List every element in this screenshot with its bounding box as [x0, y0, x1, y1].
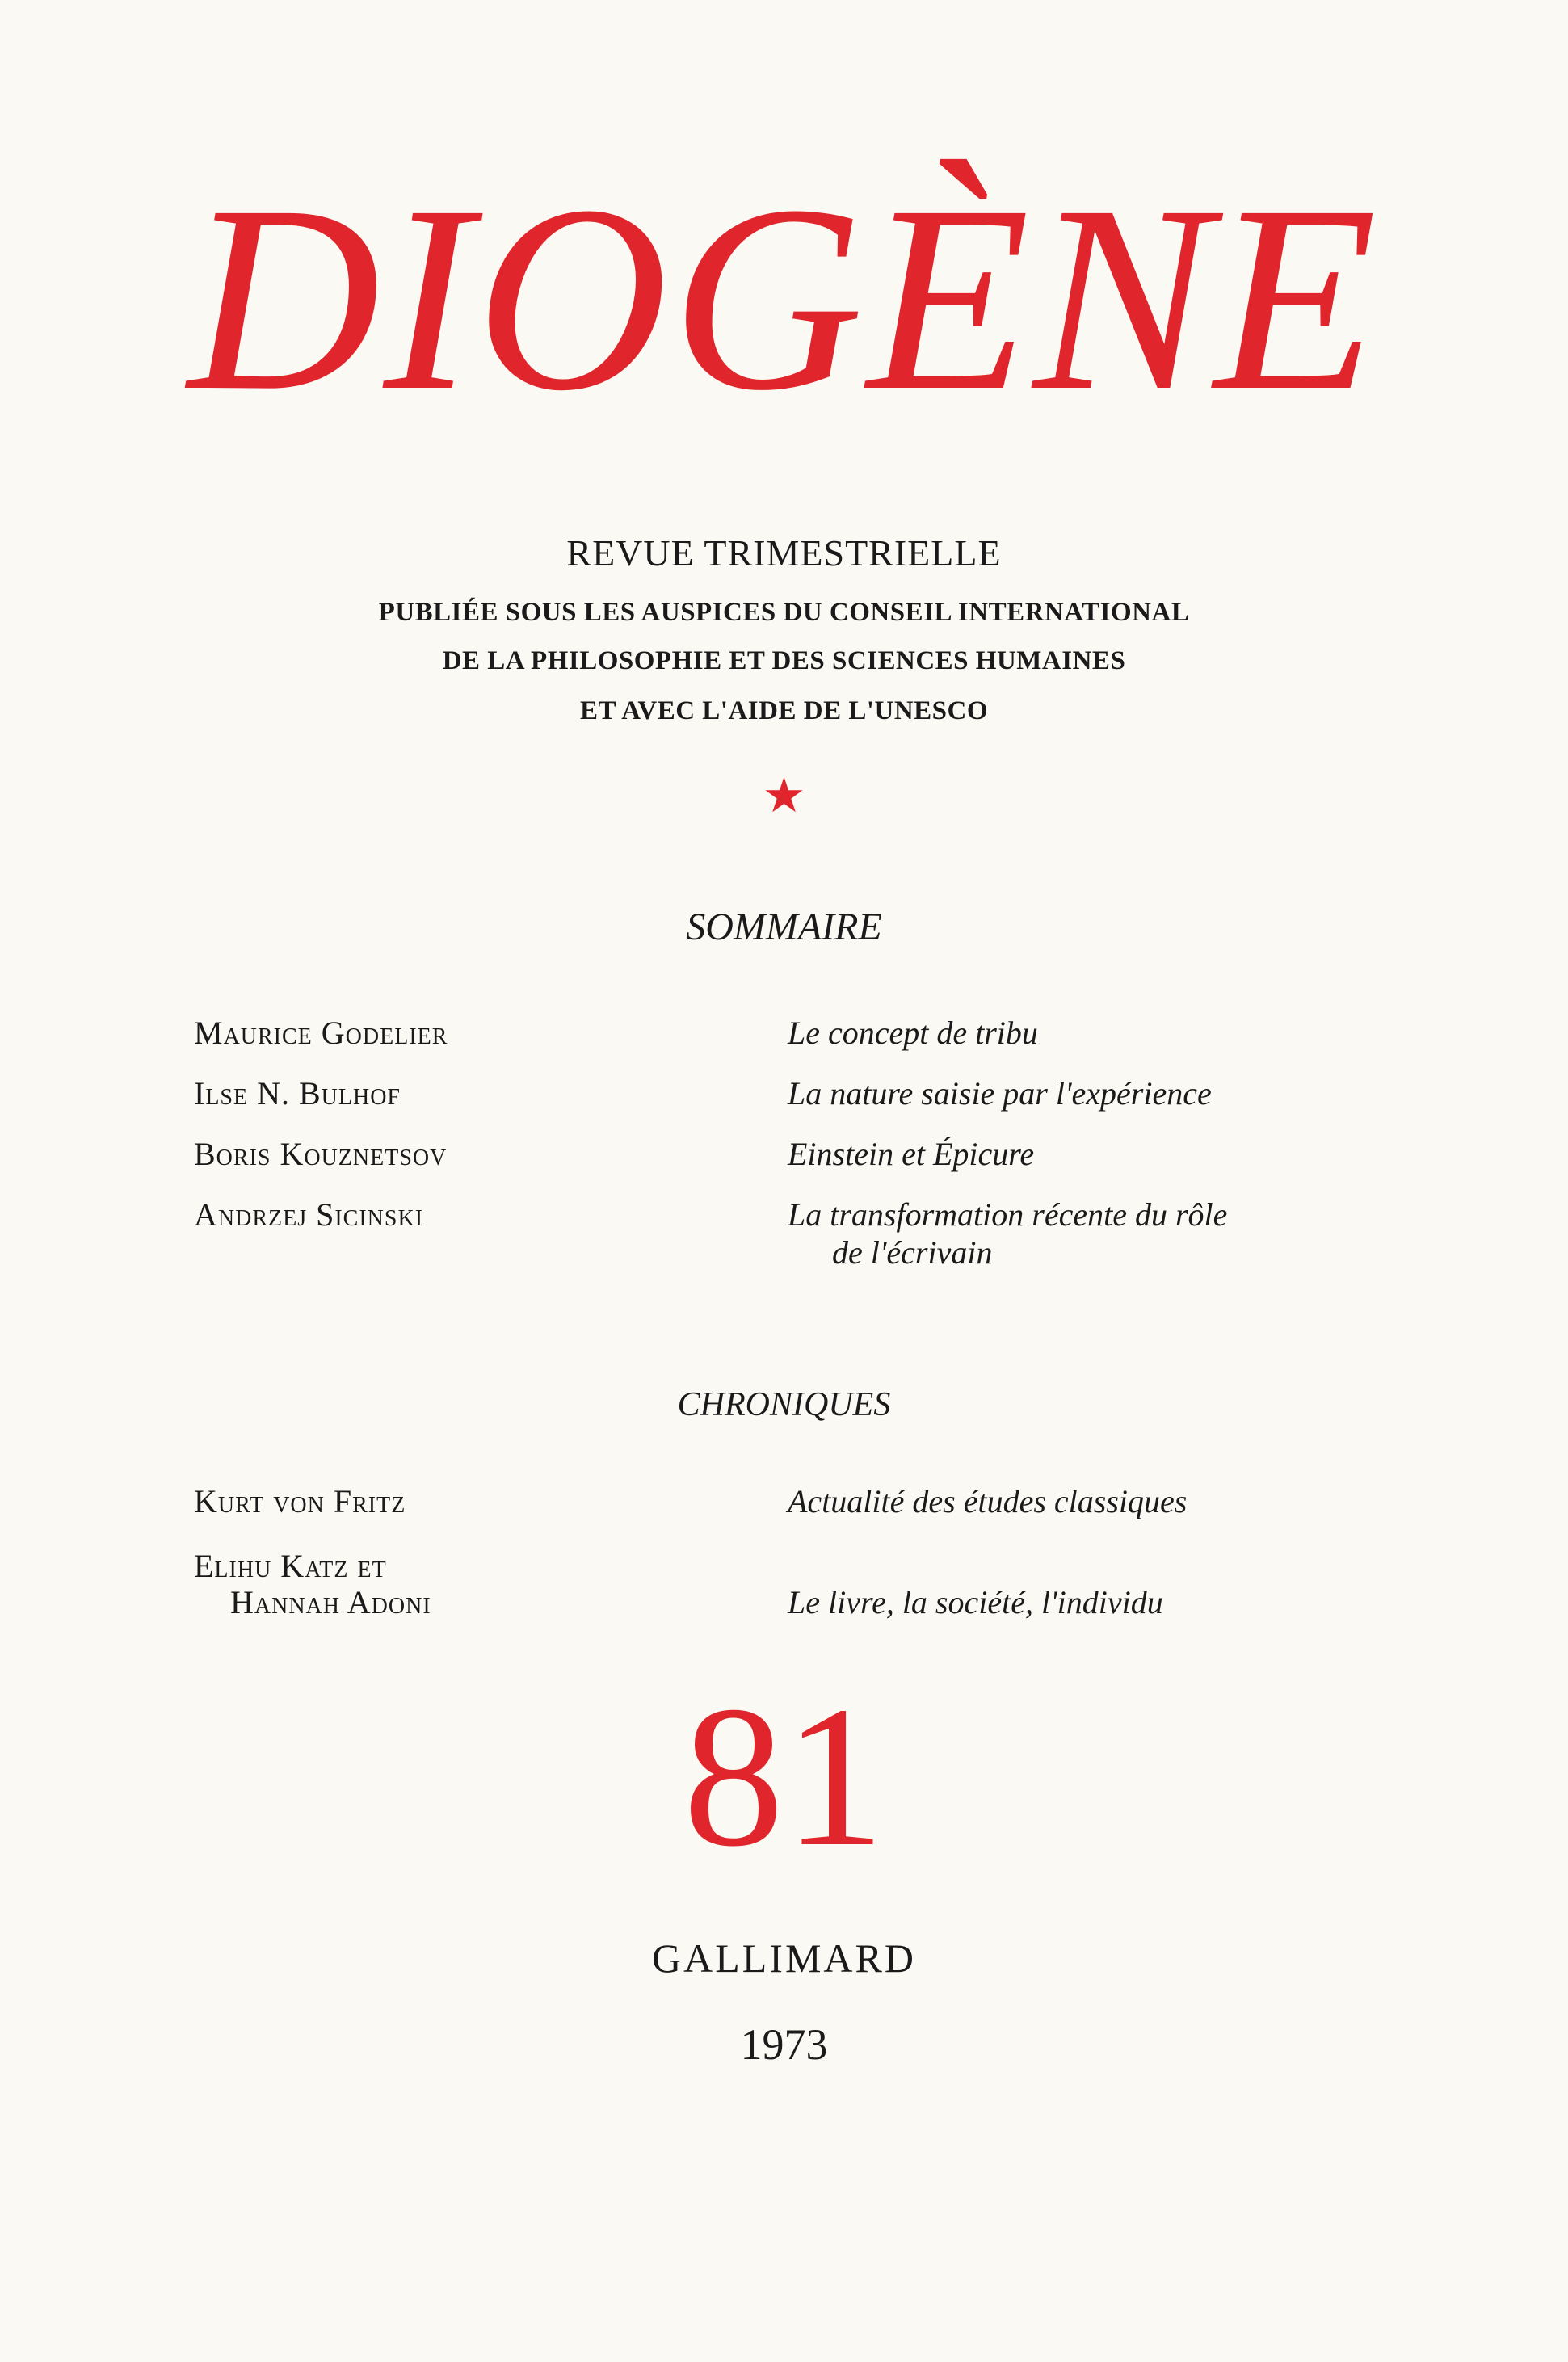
article-title: La transformation récente du rôle — [788, 1196, 1228, 1233]
info-line: ET AVEC L'AIDE DE L'UNESCO — [579, 696, 989, 725]
article-title: Actualité des études classiques — [788, 1483, 1188, 1519]
article-title: La nature saisie par l'expérience — [788, 1075, 1212, 1112]
info-line: PUBLIÉE SOUS LES AUSPICES DU CONSEIL INTERNATIONAL — [378, 598, 1190, 627]
article-title: Le concept de tribu — [788, 1015, 1038, 1051]
author: Maurice Godelier — [194, 1015, 448, 1051]
author: Elihu Katz et — [194, 1548, 387, 1584]
sommaire-heading: SOMMAIRE — [686, 906, 882, 948]
author-continued: Hannah Adoni — [230, 1584, 431, 1620]
chroniques-heading: CHRONIQUES — [677, 1386, 891, 1423]
star-icon: ★ — [762, 769, 806, 822]
magazine-title: DIOGÈNE — [187, 151, 1381, 446]
year: 1973 — [740, 2020, 828, 2069]
info-line: DE LA PHILOSOPHIE ET DES SCIENCES HUMAINES — [442, 646, 1126, 675]
article-title: Le livre, la société, l'individu — [788, 1584, 1163, 1620]
author: Boris Kouznetsov — [194, 1136, 448, 1172]
publisher: GALLIMARD — [652, 1935, 916, 1981]
subtitle: REVUE TRIMESTRIELLE — [566, 532, 1002, 574]
author: Kurt von Fritz — [194, 1483, 406, 1519]
issue-number: 81 — [683, 1665, 885, 1889]
article-title: Einstein et Épicure — [788, 1136, 1035, 1172]
article-title-continued: de l'écrivain — [832, 1234, 993, 1271]
author: Andrzej Sicinski — [194, 1196, 424, 1233]
author: Ilse N. Bulhof — [194, 1075, 401, 1112]
